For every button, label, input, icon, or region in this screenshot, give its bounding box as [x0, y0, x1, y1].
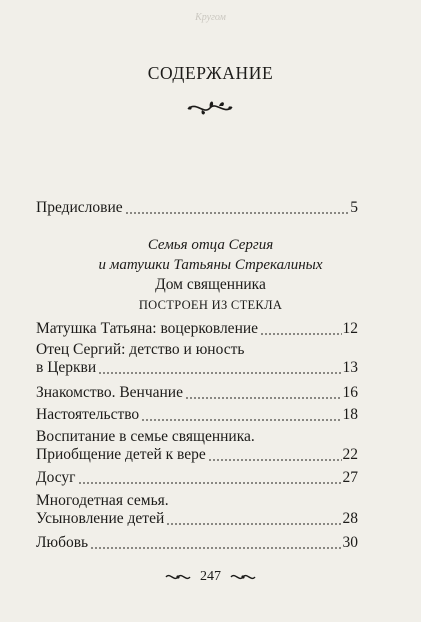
- section-subheading-line1: Дом священника: [155, 276, 266, 293]
- leader-dots: [141, 419, 341, 421]
- toc-entry-preface[interactable]: [36, 199, 358, 217]
- toc-page-number: 12: [342, 320, 358, 337]
- floral-vine-icon: [184, 97, 236, 119]
- toc-entry[interactable]: [36, 469, 358, 487]
- leader-dots: [166, 523, 341, 525]
- toc-entry-label: Настоятельство: [36, 406, 140, 423]
- toc-entry[interactable]: [36, 320, 358, 338]
- toc-entry-label-line1: Многодетная семья.: [36, 492, 169, 509]
- toc-page-number: 28: [342, 510, 358, 527]
- leader-dots: [260, 333, 341, 335]
- toc-page-number: 18: [342, 406, 358, 423]
- folio-page-number: 247: [200, 569, 221, 584]
- leader-dots: [185, 397, 342, 399]
- leader-dots: [98, 372, 341, 374]
- leader-dots: [90, 547, 341, 549]
- toc-page-number: 27: [342, 469, 358, 486]
- toc-entry[interactable]: [36, 406, 358, 424]
- toc-entry-label: Предисловие: [36, 199, 123, 216]
- toc-entry-label: Приобщение детей к вере: [36, 446, 206, 463]
- toc-entry-label: Досуг: [36, 469, 76, 486]
- page-title: СОДЕРЖАНИЕ: [147, 63, 274, 83]
- toc-page-number: 22: [342, 446, 358, 463]
- running-head: Кругом: [195, 12, 226, 23]
- toc-entry-label: Знакомство. Венчание: [36, 384, 183, 401]
- leader-dots: [208, 459, 342, 461]
- toc-entry-label: в Церкви: [36, 359, 97, 376]
- leader-dots: [125, 212, 350, 214]
- leader-dots: [78, 482, 342, 484]
- toc-page-number: 13: [342, 359, 358, 376]
- page-footer: [0, 569, 421, 585]
- toc-page-number: 16: [342, 384, 358, 401]
- scroll-flourish-icon: [229, 572, 257, 582]
- section-heading-line2: и матушки Татьяны Стрекалиных: [98, 257, 323, 273]
- toc-entry[interactable]: [36, 341, 358, 377]
- toc-entry-label: Матушка Татьяна: воцерковление: [36, 320, 259, 337]
- toc-entry[interactable]: [36, 384, 358, 402]
- toc-entry-label: Усыновление детей: [36, 510, 165, 527]
- section-heading-line1: Семья отца Сергия: [147, 237, 274, 253]
- toc-entry-label: Любовь: [36, 534, 89, 551]
- scroll-flourish-icon: [164, 572, 192, 582]
- toc-entry-label-line1: Отец Сергий: детство и юность: [36, 341, 245, 358]
- toc-page-number: 30: [342, 534, 358, 551]
- section-subheading-line2: ПОСТРОЕН ИЗ СТЕКЛА: [138, 298, 283, 312]
- toc-page-number: 5: [350, 199, 358, 216]
- toc-entry-label-line1: Воспитание в семье священника.: [36, 428, 255, 445]
- toc-entry[interactable]: [36, 428, 358, 464]
- toc-entry[interactable]: [36, 534, 358, 552]
- toc-entry[interactable]: [36, 492, 358, 528]
